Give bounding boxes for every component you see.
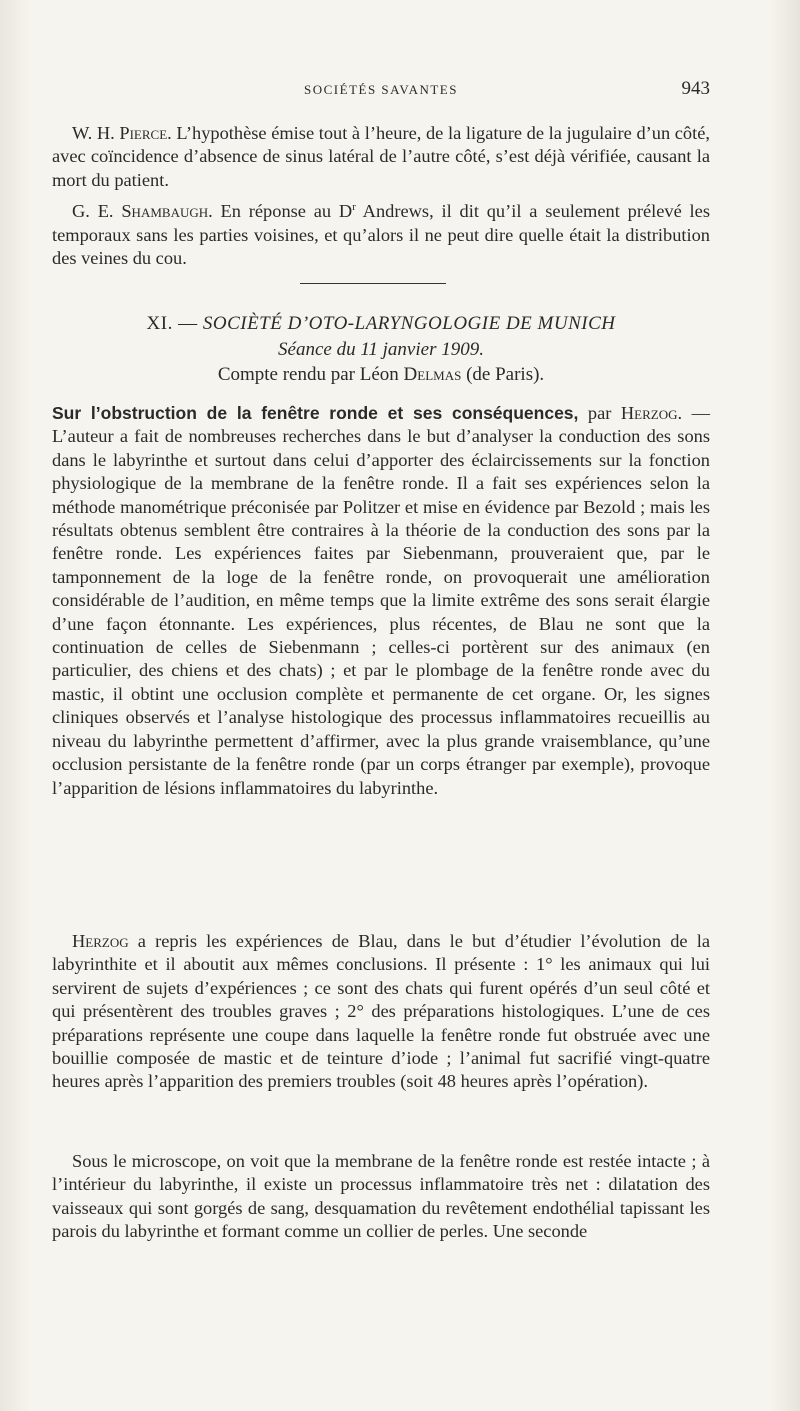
paragraph-text: a repris les expériences de Blau, dans le but d’étudier l’évolution de la labyrinthite et il aboutit aux mêmes conclusions. Il présente : 1° les animaux qui lui servirent de sujets d’expériences ; ce sont des chats qui furent opérés d’un seul côté et qui présentèrent des troubles graves ; 2° des préparations histologiques. L’une de ces préparations représente une coupe dans laquelle la fenêtre ronde fut obstruée avec une bouillie composée de mastic et de teinture d’iode ; l’animal fut sacrifié vingt-quatre heures après l’apparition des premiers troubles (soit 48 heures après l’opération).: [52, 931, 710, 1092]
paragraph-text-b: Andrews, il dit qu’il a seulement prélevé les temporaux sans les parties voisines, et qu’alors il ne peut dire quelle était la distribution des veines du cou.: [52, 201, 710, 268]
page-header: [52, 78, 710, 102]
superscript: r: [352, 201, 356, 213]
section-divider: [300, 283, 446, 284]
paragraph-herzog-experiments: [52, 930, 710, 1094]
paragraph-pierce: [52, 122, 710, 192]
speaker-name: G. E. Shambaugh.: [72, 201, 213, 222]
paragraph-text: — L’auteur a fait de nombreuses recherches dans le but d’analyser la conduction des sons dans le labyrinthe et surtout dans celui d’apporter des éclaircissements sur la fonction physiologique de la membrane de la fenêtre ronde. Il a fait ses expériences selon la méthode manométrique préconisée par Politzer et mise en évidence par Bezold ; mais les résultats obtenus semblent être contraires à la théorie de la conduction des sons par la fenêtre ronde. Les expériences faites par Siebenmann, prouveraient que, par le tamponnement de la loge de la fenêtre ronde, on provoquerait une amélioration considérable de l’audition, en même temps que la limite extrême des sons serait élargie d’une façon étonnante. Les expériences, plus récentes, de Blau ne sont que la continuation de celles de Siebenmann ; celles-ci portèrent sur des animaux (en particulier, des chiens et des chats) ; et par le plombage de la fenêtre ronde avec du mastic, il obtint une occlusion complète et permanente de cet organe. Or, les signes cliniques observés et l’analyse histologique des processus inflammatoires recueillis au niveau du labyrinthe permettent d’affirmer, avec la plus grande vraisemblance, qu’une occlusion persistante de la fenêtre ronde (par un corps étranger par exemple), provoque l’apparition de lésions inflammatoires du labyrinthe.: [52, 403, 710, 798]
section-title: [52, 313, 710, 335]
compte-suffix: (de Paris).: [461, 364, 545, 385]
compte-prefix: Compte rendu par Léon: [217, 364, 404, 385]
paragraph-text-a: En réponse au D: [212, 201, 353, 222]
speaker-name: W. H. Pierce.: [72, 123, 172, 143]
running-head: SOCIÉTÉS SAVANTES: [304, 82, 458, 97]
paragraph-microscope: [52, 1150, 710, 1244]
compte-rendu: [52, 364, 710, 386]
par-word: par: [578, 403, 621, 423]
article-title: Sur l’obstruction de la fenêtre ronde et ses conséquences,: [52, 403, 579, 423]
paragraph-shambaugh: [52, 196, 710, 270]
page-number: 943: [681, 78, 710, 99]
seance-date: Séance du 11 janvier 1909.: [278, 339, 484, 360]
section-number: XI. —: [146, 313, 203, 334]
author-name: Herzog: [72, 931, 129, 951]
section-name: SOCIÈTÉ D’OTO-LARYNGOLOGIE DE MUNICH: [202, 313, 616, 334]
paragraph-text: Sous le microscope, on voit que la membrane de la fenêtre ronde est restée intacte ; à l’intérieur du labyrinthe, il existe un processus inflammatoire très net : dilatation des vaisseaux qui sont gorgés de sang, desquamation du revêtement endothélial tapissant les parois du labyrinthe et formant comme un collier de perles. Une seconde: [52, 1151, 710, 1242]
reporter-name: Delmas: [403, 364, 462, 385]
paragraph-text: L’hypothèse émise tout à l’heure, de la ligature de la jugulaire d’un côté, avec coïncidence d’absence de sinus latéral de l’autre côté, s’est déjà vérifiée, causant la mort du patient.: [52, 123, 710, 190]
paragraph-herzog-intro: [52, 402, 710, 800]
author-name: Herzog.: [620, 403, 683, 423]
